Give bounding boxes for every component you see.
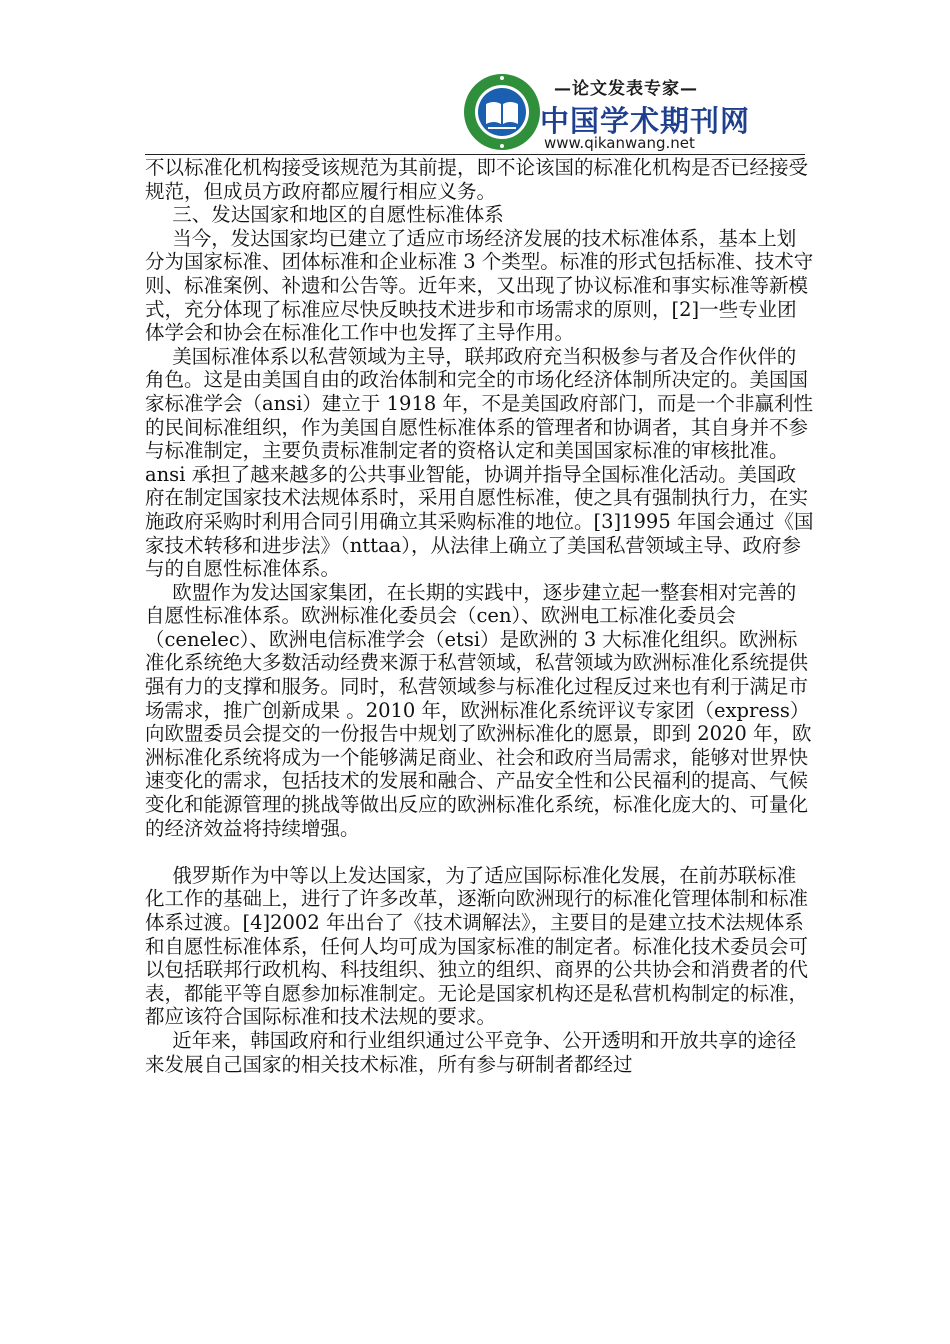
- logo-tagline: —论文发表专家—: [554, 79, 698, 99]
- paragraph: 近年来，韩国政府和行业组织通过公平竞争、公开透明和开放共享的途径来发展自己国家的相关技术标准，所有参与研制者都经过: [145, 1028, 797, 1076]
- section-heading: 三、发达国家和地区的自愿性标准体系: [172, 203, 504, 227]
- book-seal-icon: [462, 72, 542, 152]
- paragraph: 俄罗斯作为中等以上发达国家，为了适应国际标准化发展，在前苏联标准化工作的基础上，进行了许多改革，逐渐向欧洲现行的标准化管理体制和标准体系过渡。[4]2002 年出台了《技术调解法》，主要目的是建立技术法规体系和自愿性标准体系，任何人均可成为国家标准的制定者。标准化技术委员会可以包括联邦行政机构、科技组织、独立的组织、商界的公共协会和消费者的代表，都能平等自愿参加标准制定。无论是国家机构还是私营机构制定的标准，都应该符合国际标准和技术法规的要求。: [145, 863, 809, 1029]
- paragraph: 不以标准化机构接受该规范为其前提，即不论该国的标准化机构是否已经接受规范，但成员方政府都应履行相应义务。: [145, 156, 809, 203]
- paragraph: 欧盟作为发达国家集团，在长期的实践中，逐步建立起一整套相对完善的自愿性标准体系。欧洲标准化委员会（cen）、欧洲电工标准化委员会（cenelec）、欧洲电信标准学会（etsi）是欧洲的 3 大标准化组织。欧洲标准化系统绝大多数活动经费来源于私营领域，私营领域为欧洲标准化系统提供强有力的支撑和服务。同时，私营领域参与标准化过程反过来也有利于满足市场需求，推广创新成果 。2010 年，欧洲标准化系统评议专家团（express）向欧盟委员会提交的一份报告中规划了欧洲标准化的愿景，即到 2020 年，欧洲标准化系统将成为一个能够满足商业、社会和政府当局需求，能够对世界快速变化的需求，包括技术的发展和融合、产品安全性和公民福利的提高、气候变化和能源管理的挑战等做出反应的欧洲标准化系统，标准化庞大的、可量化的经济效益将持续增强。: [145, 580, 812, 840]
- article-body: [145, 156, 815, 1076]
- paragraph: 美国标准体系以私营领域为主导，联邦政府充当积极参与者及合作伙伴的角色。这是由美国自由的政治体制和完全的市场化经济体制所决定的。美国国家标准学会（ansi）建立于 1918 年，不是美国政府部门，而是一个非赢利性的民间标准组织，作为美国自愿性标准体系的管理者和协调者，其自身并不参与标准制定，主要负责标准制定者的资格认定和美国国家标准的审核批准。ansi 承担了越来越多的公共事业智能，协调并指导全国标准化活动。美国政府在制定国家技术法规体系时，采用自愿性标准，使之具有强制执行力，在实施政府采购时利用合同引用确立其采购标准的地位。[3]1995 年国会通过《国家技术转移和进步法》（nttaa），从法律上确立了美国私营领域主导、政府参与的自愿性标准体系。: [145, 344, 814, 581]
- logo-site-url: www.qikanwang.net: [544, 134, 695, 152]
- header-divider: [145, 154, 805, 155]
- paragraph: 当今，发达国家均已建立了适应市场经济发展的技术标准体系，基本上划分为国家标准、团体标准和企业标准 3 个类型。标准的形式包括标准、技术守则、标准案例、补遗和公告等。近年来，又出现了协议标准和事实标准等新模式，充分体现了标准应尽快反映技术进步和市场需求的原则，[2]一些专业团体学会和协会在标准化工作中也发挥了主导作用。: [145, 226, 814, 345]
- header-logo: [462, 72, 751, 154]
- logo-brand: 中国学术期刊网: [540, 104, 751, 138]
